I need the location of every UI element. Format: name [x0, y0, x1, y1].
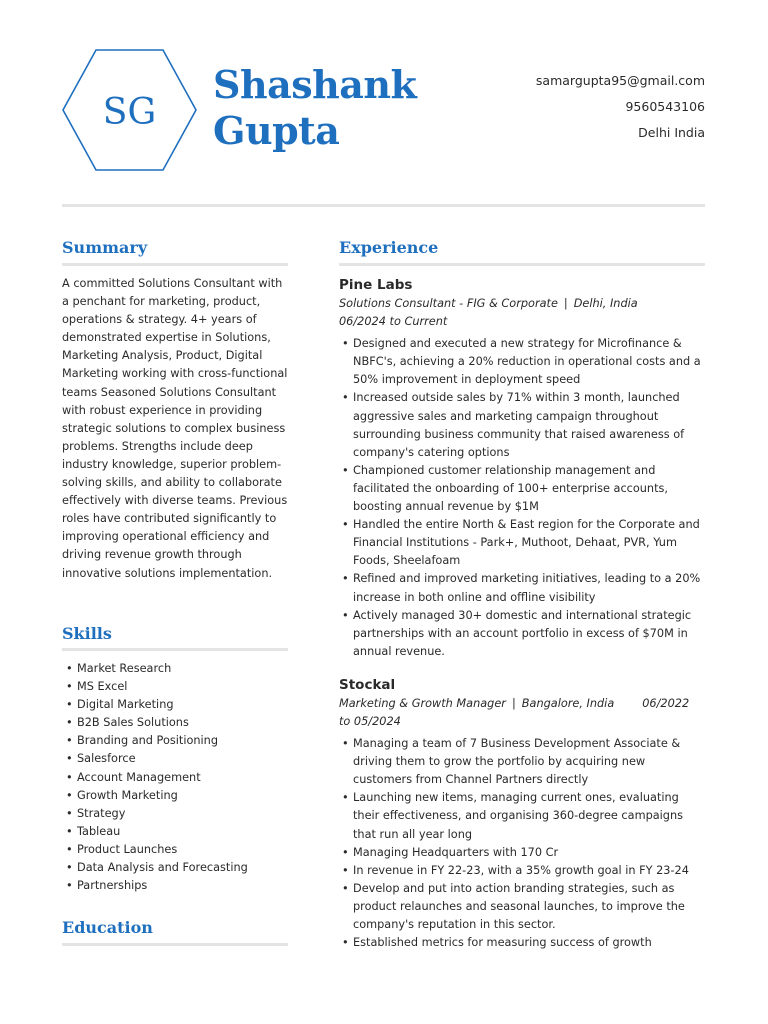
skill-item: • Strategy — [77, 805, 248, 823]
job-bullets — [339, 735, 707, 952]
job-bullet: • Championed customer relationship management and facilitated the onboarding of 100+ enterprise accounts, boosting annual revenue by $1M — [353, 462, 707, 516]
experience-divider — [339, 263, 705, 266]
monogram-logo — [62, 48, 197, 172]
header-divider — [62, 204, 705, 207]
skill-item: • Salesforce — [77, 750, 248, 768]
role-line — [339, 295, 707, 313]
education-divider — [62, 943, 288, 946]
job-bullet: • Handled the entire North & East region for the Corporate and Financial Institutions - Park+, Muthoot, Dehaat, PVR, Yum Foods, Sheelafoam — [353, 516, 707, 570]
job-title: Marketing & Growth Manager — [339, 696, 506, 710]
skills-divider — [62, 648, 288, 651]
job-dates-start: 06/2022 — [642, 696, 690, 710]
last-name: Gupta — [213, 108, 340, 153]
separator: | — [563, 297, 568, 310]
skill-item: • MS Excel — [77, 678, 248, 696]
skill-item: • Growth Marketing — [77, 787, 248, 805]
monogram-initials: SG — [102, 92, 157, 133]
job-bullet: • Managing Headquarters with 170 Cr — [353, 844, 707, 862]
first-name: Shashank — [213, 62, 417, 107]
skill-item: • Product Launches — [77, 841, 248, 859]
separator: | — [511, 696, 516, 710]
job-bullet: • Established metrics for measuring success of growth — [353, 934, 707, 952]
job-bullet: • Develop and put into action branding strategies, such as product relaunches and seasonal launches, to improve the company's reputation in this sector. — [353, 880, 707, 934]
experience-heading: Experience — [339, 238, 439, 257]
job-bullet: • Designed and executed a new strategy for Microfinance & NBFC's, achieving a 20% reduction in operational costs and a 50% improvement in deployment speed — [353, 335, 707, 389]
phone-text: 9560543106 — [625, 99, 705, 114]
job-location: Delhi, India — [573, 297, 638, 310]
summary-divider — [62, 263, 288, 266]
summary-text: A committed Solutions Consultant with a penchant for marketing, product, operations & strategy. 4+ years of demonstrated expertise in Solutions, Marketing Analysis, Product, Digital Marketing working with cross-functional teams Seasoned Solutions Consultant with robust experience in providing strategic solutions to complex business problems. Strengths include deep industry knowledge, superior problem-solving skills, and ability to collaborate effectively with diverse teams. Previous roles have contributed significantly to improving operational efficiency and driving revenue growth through innovative solutions implementation. — [62, 277, 288, 580]
skills-list — [77, 660, 248, 895]
summary-heading: Summary — [62, 238, 148, 257]
skill-item: • Tableau — [77, 823, 248, 841]
job-dates: 06/2024 to Current — [339, 315, 448, 329]
company-name: Pine Labs — [339, 277, 413, 293]
job-entry — [339, 275, 707, 661]
job-bullets — [339, 335, 707, 661]
company-name: Stockal — [339, 676, 396, 693]
skills-heading: Skills — [62, 624, 112, 643]
location-text: Delhi India — [638, 125, 705, 140]
experience-section — [339, 275, 707, 952]
education-heading: Education — [62, 918, 153, 937]
candidate-name — [213, 62, 416, 154]
email-text: samargupta95@gmail.com — [535, 73, 705, 88]
job-entry — [339, 675, 707, 952]
job-title: Solutions Consultant - FIG & Corporate — [339, 297, 558, 310]
job-bullet: • Managing a team of 7 Business Development Associate & driving them to grow the portfolio by acquiring new customers from Channel Partners directly — [353, 735, 707, 789]
role-line — [339, 695, 707, 713]
skill-item: • Data Analysis and Forecasting — [77, 859, 248, 877]
job-bullet: • Actively managed 30+ domestic and international strategic partnerships with an account portfolio in excess of $70M in annual revenue. — [353, 607, 707, 661]
skill-item: • B2B Sales Solutions — [77, 714, 248, 732]
job-bullet: • In revenue in FY 22-23, with a 35% growth goal in FY 23-24 — [353, 862, 707, 880]
job-bullet: • Increased outside sales by 71% within 3 month, launched aggressive sales and marketing campaign throughout surrounding business community that raised awareness of company's catering options — [353, 389, 707, 461]
skill-item: • Market Research — [77, 660, 248, 678]
skill-item: • Digital Marketing — [77, 696, 248, 714]
skill-item: • Branding and Positioning — [77, 732, 248, 750]
job-bullet: • Launching new items, managing current ones, evaluating their effectiveness, and organising 360-degree campaigns that run all year long — [353, 789, 707, 843]
skill-item: • Account Management — [77, 769, 248, 787]
job-location: Bangalore, India — [521, 696, 615, 710]
job-bullet: • Refined and improved marketing initiatives, leading to a 20% increase in both online and offline visibility — [353, 570, 707, 606]
job-dates-end: to 05/2024 — [339, 714, 401, 728]
contact-block — [536, 68, 705, 146]
skill-item: • Partnerships — [77, 877, 248, 895]
